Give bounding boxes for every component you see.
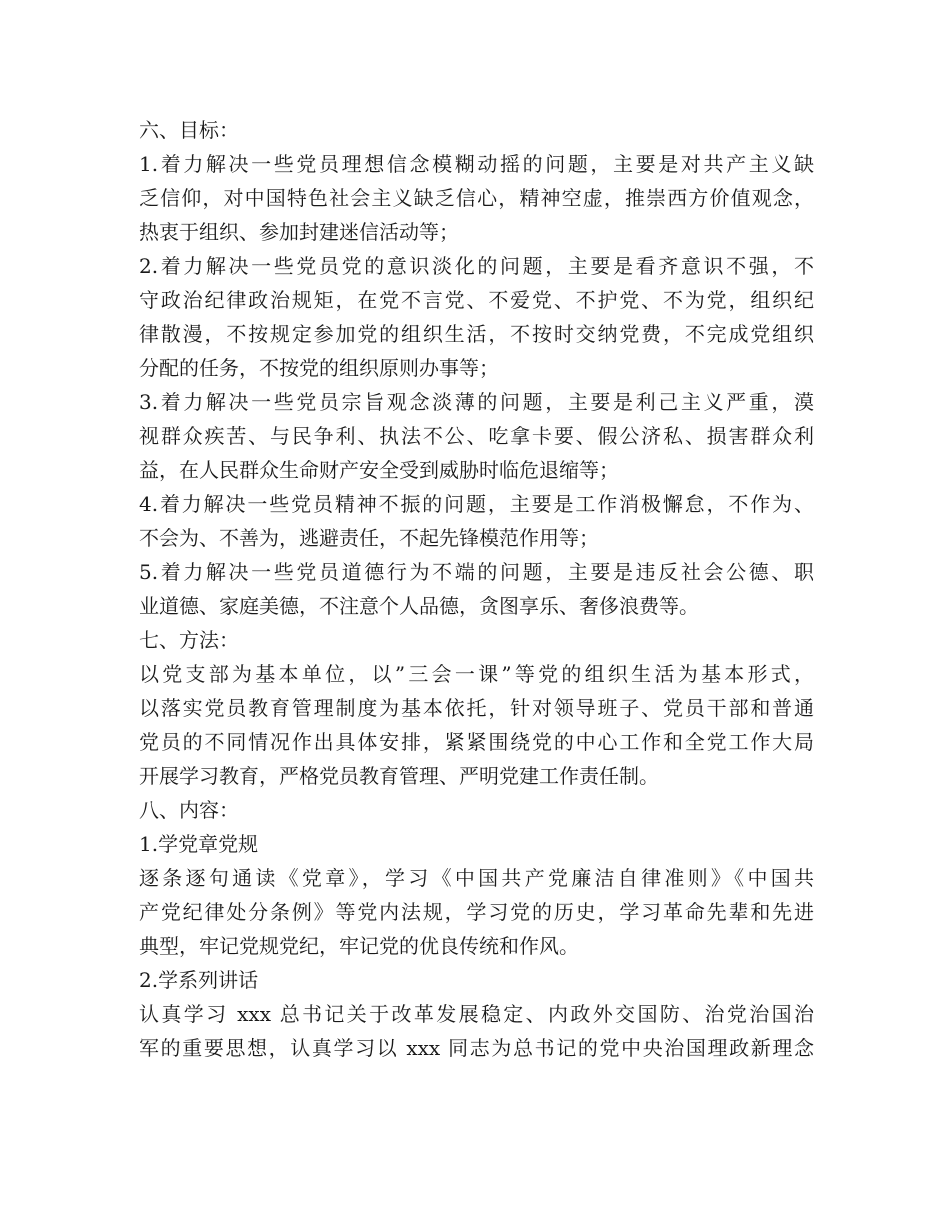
text-line: 以党支部为基本单位，以”三会一课”等党的组织生活为基本形式，	[139, 662, 814, 686]
text-line: 六、目标：	[139, 118, 239, 142]
text-line: 守政治纪律政治规矩，在党不言党、不爱党、不护党、不为党，组织纪	[139, 288, 814, 312]
text-line: 军的重要思想，认真学习以 xxx 同志为总书记的党中央治国理政新理念	[139, 1036, 814, 1060]
text-line: 益，在人民群众生命财产安全受到威胁时临危退缩等；	[139, 458, 619, 482]
text-line: 不会为、不善为，逃避责任，不起先锋模范作用等；	[139, 526, 599, 550]
document-body	[139, 113, 814, 1065]
text-line: 以落实党员教育管理制度为基本依托，针对领导班子、党员干部和普通	[139, 696, 814, 720]
text-line: 5.着力解决一些党员道德行为不端的问题，主要是违反社会公德、职	[139, 560, 814, 584]
text-line: 开展学习教育，严格党员教育管理、严明党建工作责任制。	[139, 764, 659, 788]
text-line: 典型，牢记党规党纪，牢记党的优良传统和作风。	[139, 934, 579, 958]
text-line: 认真学习 xxx 总书记关于改革发展稳定、内政外交国防、治党治国治	[139, 1002, 814, 1026]
text-line: 律散漫，不按规定参加党的组织生活，不按时交纳党费，不完成党组织	[139, 322, 814, 346]
text-line: 分配的任务，不按党的组织原则办事等；	[139, 356, 499, 380]
text-line: 1.着力解决一些党员理想信念模糊动摇的问题，主要是对共产主义缺	[139, 152, 814, 176]
text-line: 党员的不同情况作出具体安排，紧紧围绕党的中心工作和全党工作大局	[139, 730, 814, 754]
text-line: 视群众疾苦、与民争利、执法不公、吃拿卡要、假公济私、损害群众利	[139, 424, 814, 448]
text-line: 4.着力解决一些党员精神不振的问题，主要是工作消极懈怠，不作为、	[139, 492, 814, 516]
text-line: 3.着力解决一些党员宗旨观念淡薄的问题，主要是利己主义严重，漠	[139, 390, 814, 414]
text-line: 业道德、家庭美德，不注意个人品德，贪图享乐、奢侈浪费等。	[139, 594, 699, 618]
text-line: 乏信仰，对中国特色社会主义缺乏信心，精神空虚，推崇西方价值观念，	[139, 186, 814, 210]
text-line: 热衷于组织、参加封建迷信活动等；	[139, 220, 459, 244]
text-line: 2.学系列讲话	[139, 968, 259, 992]
text-line: 八、内容：	[139, 798, 239, 822]
text-line: 2.着力解决一些党员党的意识淡化的问题，主要是看齐意识不强，不	[139, 254, 814, 278]
text-line: 逐条逐句通读《党章》，学习《中国共产党廉洁自律准则》《中国共	[139, 866, 814, 890]
text-line: 七、方法：	[139, 628, 239, 652]
text-line: 产党纪律处分条例》等党内法规，学习党的历史，学习革命先辈和先进	[139, 900, 814, 924]
text-line: 1.学党章党规	[139, 832, 259, 856]
